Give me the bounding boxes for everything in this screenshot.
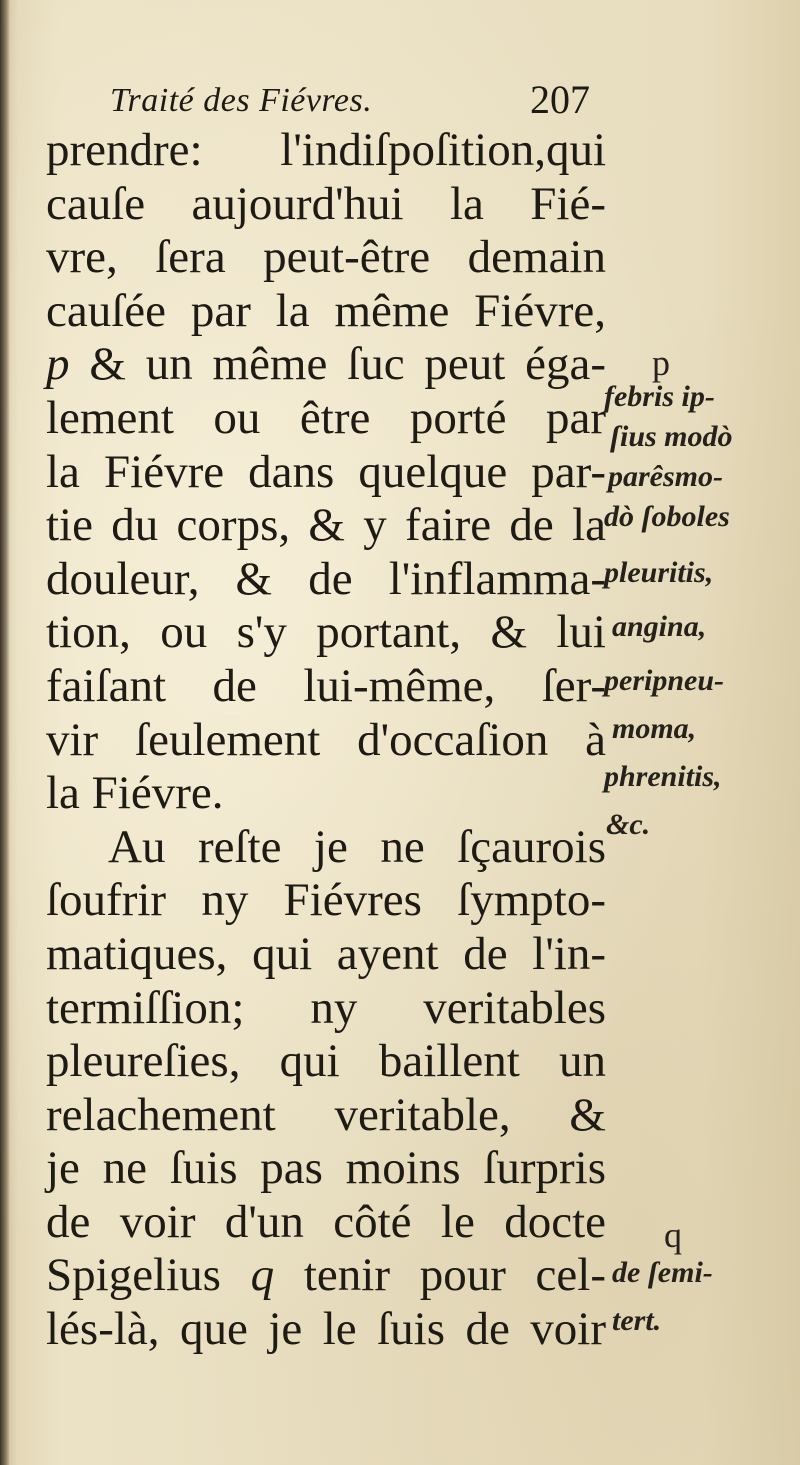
margin-note-letter-q: q xyxy=(664,1215,682,1255)
running-title: Traité des Fiévres. xyxy=(110,82,373,119)
margin-note-line: angina, xyxy=(612,610,707,643)
margin-note-line: tert. xyxy=(612,1304,662,1337)
text-line: tie du corps, & y faire de la xyxy=(46,499,606,552)
text-line: matiques, qui ayent de l'in- xyxy=(46,927,606,980)
margin-note-line: de ſemi- xyxy=(612,1256,713,1289)
binding-gutter xyxy=(0,0,10,1465)
text-line: cauſée par la même Fiévre, xyxy=(46,284,606,337)
text-line: relachement veritable, & xyxy=(46,1088,606,1141)
paragraph-start-line: Au reſte je ne ſçaurois xyxy=(108,820,606,873)
page-number: 207 xyxy=(530,77,590,122)
text-line-with-ref-p xyxy=(46,338,606,392)
margin-note-line: dò ſoboles xyxy=(604,500,730,533)
text-line: pleureſies, qui baillent un xyxy=(46,1035,606,1088)
text-line: cauſe aujourd'hui la Fié- xyxy=(46,177,606,230)
text-line: la Fiévre dans quelque par- xyxy=(46,445,606,498)
margin-note-line: phrenitis, xyxy=(604,760,722,793)
text-line: ſoufrir ny Fiévres ſympto- xyxy=(46,874,606,927)
running-head xyxy=(110,74,590,124)
reference-mark-q: q xyxy=(250,1249,275,1302)
text-line: lement ou être porté par xyxy=(46,391,606,444)
text-line-content: & un même ſuc peut éga- xyxy=(89,338,607,391)
margin-note-line: pleuritis, xyxy=(604,556,714,589)
margin-note-line: febris ip- xyxy=(604,380,715,413)
text-line: tion, ou s'y portant, & lui xyxy=(46,606,606,659)
text-line: vre, ſera peut-être demain xyxy=(46,231,606,284)
margin-note-line: moma, xyxy=(612,712,697,745)
margin-note-letter-p: p xyxy=(652,343,670,383)
text-line-content: tenir pour cel- xyxy=(303,1249,606,1302)
text-line-content: Spigelius xyxy=(46,1249,221,1302)
text-line: je ne ſuis pas moins ſurpris xyxy=(46,1142,606,1195)
text-line: la Fiévre. xyxy=(46,767,224,820)
body-text xyxy=(46,124,606,1357)
text-line: douleur, & de l'inflamma- xyxy=(46,552,606,605)
text-line: faiſant de lui-même, ſer- xyxy=(46,659,606,712)
text-line: prendre: l'indiſpoſition,qui xyxy=(46,124,606,176)
margin-note-line: &c. xyxy=(606,808,651,841)
text-line: lés-là, que je le ſuis de voir xyxy=(46,1303,606,1356)
margin-note-line: peripneu- xyxy=(604,664,724,697)
reference-mark-p: p xyxy=(46,338,70,391)
margin-note-line: ſius modò xyxy=(610,420,733,453)
text-line: vir ſeulement d'occaſion à xyxy=(46,713,606,766)
margin-note-line: parêsmo- xyxy=(608,460,723,493)
text-line-with-ref-q xyxy=(46,1249,606,1303)
text-line: termiſſion; ny veritables xyxy=(46,981,606,1034)
text-line: de voir d'un côté le docte xyxy=(46,1195,606,1248)
